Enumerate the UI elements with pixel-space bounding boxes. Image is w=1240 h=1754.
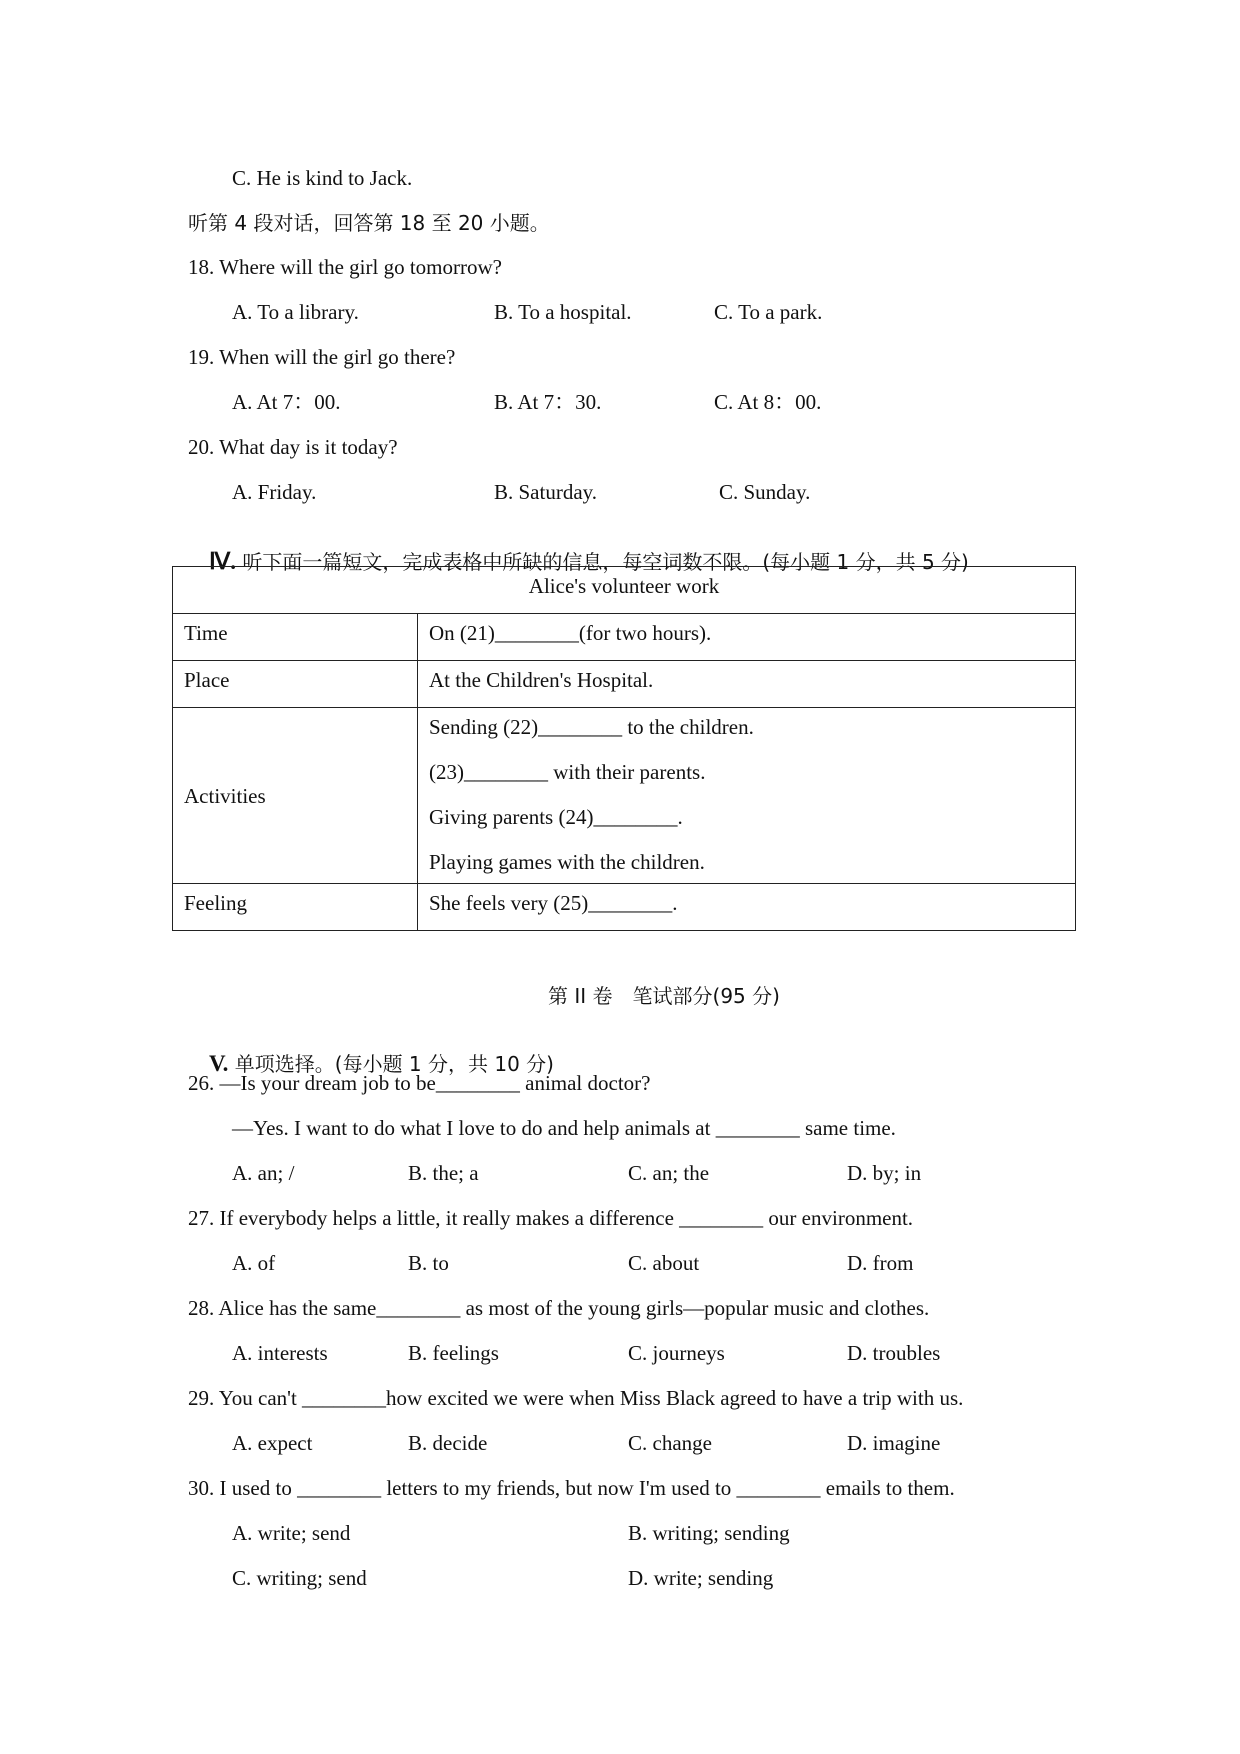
activity-item: Sending (22)________ to the children.	[429, 715, 754, 739]
q20-option-c: C. Sunday.	[719, 480, 811, 504]
table-row	[173, 614, 1076, 661]
question-30: 30. I used to ________ letters to my friends, but now I'm used to ________ emails to them.	[188, 1476, 955, 1500]
section4-numeral: Ⅳ.	[209, 549, 236, 574]
q19-option-b: B. At 7：30.	[494, 390, 602, 414]
q28-option-c: C. journeys	[628, 1341, 725, 1365]
q20-option-b: B. Saturday.	[494, 480, 598, 504]
row-label-feeling: Feeling	[173, 884, 418, 931]
q29-option-b: B. decide	[408, 1431, 488, 1455]
q18-option-a: A. To a library.	[232, 300, 359, 324]
row-label-activities: Activities	[173, 708, 418, 884]
activity-item: Playing games with the children.	[429, 850, 705, 874]
row-label-time: Time	[173, 614, 418, 661]
q29-option-c: C. change	[628, 1431, 712, 1455]
question-29: 29. You can't ________how excited we were when Miss Black agreed to have a trip with us.	[188, 1386, 964, 1410]
question-18: 18. Where will the girl go tomorrow?	[188, 255, 502, 279]
q26-option-d: D. by; in	[847, 1161, 922, 1185]
row-label-place: Place	[173, 661, 418, 708]
q18-option-b: B. To a hospital.	[494, 300, 632, 324]
section5-instruction: 单项选择。(每小题 1 分，共 10 分)	[228, 1052, 554, 1076]
q29-option-d: D. imagine	[847, 1431, 941, 1455]
table-row	[173, 708, 1076, 884]
row-value-feeling: She feels very (25)________.	[418, 884, 1076, 931]
volunteer-work-table	[172, 566, 1076, 931]
q17-option-c: C. He is kind to Jack.	[232, 166, 413, 190]
part2-title: 第 II 卷 笔试部分(95 分)	[548, 984, 780, 1008]
question-28: 28. Alice has the same________ as most of the young girls—popular music and clothes.	[188, 1296, 930, 1320]
q19-option-c: C. At 8：00.	[714, 390, 822, 414]
q26-option-a: A. an; /	[232, 1161, 295, 1185]
q26-option-c: C. an; the	[628, 1161, 710, 1185]
q26-option-b: B. the; a	[408, 1161, 479, 1185]
activity-item: Giving parents (24)________.	[429, 805, 683, 829]
q30-option-a: A. write; send	[232, 1521, 351, 1545]
q30-option-c: C. writing; send	[232, 1566, 367, 1590]
dialog4-instruction: 听第 4 段对话，回答第 18 至 20 小题。	[188, 211, 550, 235]
table-row	[173, 884, 1076, 931]
row-value-place: At the Children's Hospital.	[418, 661, 1076, 708]
q27-option-a: A. of	[232, 1251, 276, 1275]
section4-instruction: 听下面一篇短文，完成表格中所缺的信息，每空词数不限。(每小题 1 分，共 5 分)	[235, 550, 969, 574]
activity-item: (23)________ with their parents.	[429, 760, 706, 784]
row-value-activities	[418, 708, 1076, 884]
q28-option-d: D. troubles	[847, 1341, 941, 1365]
q30-option-d: D. write; sending	[628, 1566, 774, 1590]
q27-option-b: B. to	[408, 1251, 449, 1275]
row-value-time: On (21)________(for two hours).	[418, 614, 1076, 661]
question-19: 19. When will the girl go there?	[188, 345, 456, 369]
q20-option-a: A. Friday.	[232, 480, 317, 504]
q27-option-d: D. from	[847, 1251, 914, 1275]
question-20: 20. What day is it today?	[188, 435, 398, 459]
section5-numeral: V.	[209, 1051, 229, 1076]
q28-option-a: A. interests	[232, 1341, 328, 1365]
question-27: 27. If everybody helps a little, it really makes a difference ________ our environment.	[188, 1206, 914, 1230]
q30-option-b: B. writing; sending	[628, 1521, 790, 1545]
q19-option-a: A. At 7：00.	[232, 390, 341, 414]
q18-option-c: C. To a park.	[714, 300, 823, 324]
table-title: Alice's volunteer work	[173, 567, 1076, 614]
q27-option-c: C. about	[628, 1251, 700, 1275]
table-row	[173, 661, 1076, 708]
question-26: 26. —Is your dream job to be________ animal doctor?	[188, 1071, 651, 1095]
question-26-reply: —Yes. I want to do what I love to do and help animals at ________ same time.	[232, 1116, 896, 1140]
q28-option-b: B. feelings	[408, 1341, 499, 1365]
q29-option-a: A. expect	[232, 1431, 313, 1455]
